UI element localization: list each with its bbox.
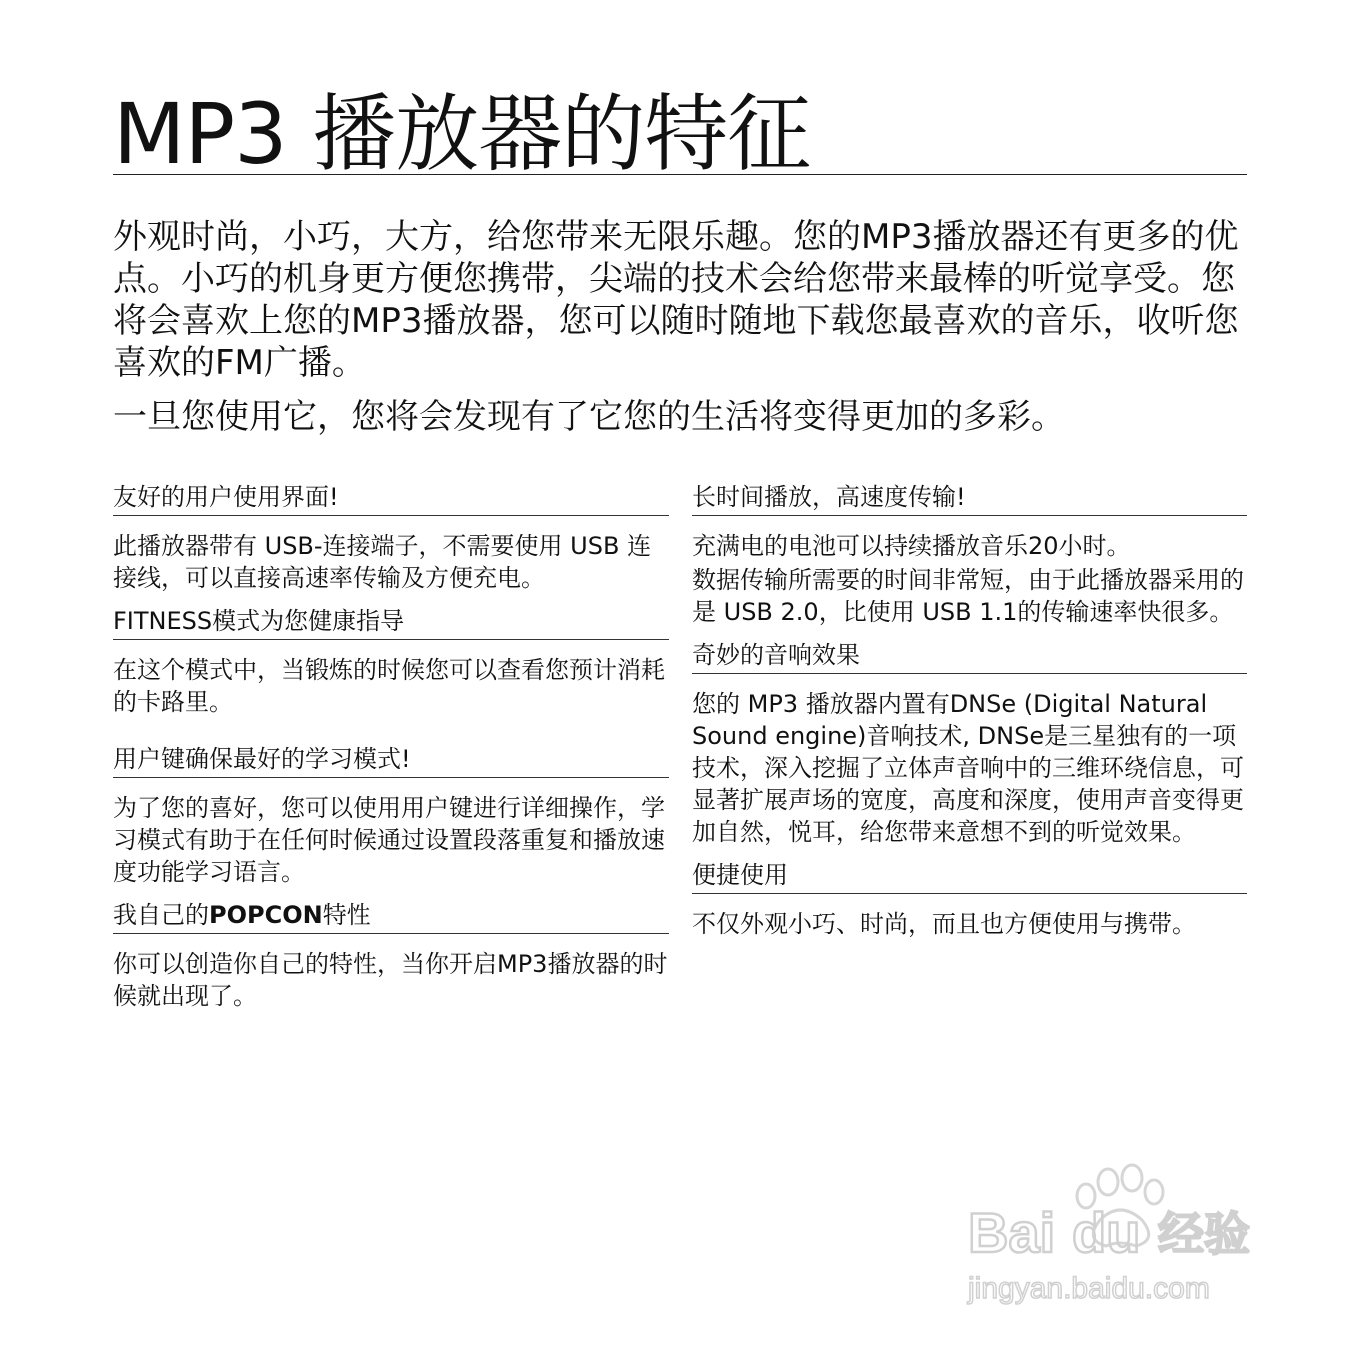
right-column [692, 482, 1247, 952]
section-convenient-use [692, 860, 1247, 940]
baidu-jingyan-watermark [960, 1160, 1290, 1310]
section-user-interface [113, 482, 669, 594]
section-heading: 用户键确保最好的学习模式! [113, 744, 669, 778]
section-body: 充满电的电池可以持续播放音乐20小时。 [692, 532, 1131, 560]
section-heading: 奇妙的音响效果 [692, 640, 1247, 674]
section-popcon [113, 900, 669, 1012]
intro-paragraph: 外观时尚，小巧，大方，给您带来无限乐趣。您的MP3播放器还有更多的优点。小巧的机身更方便您携带，尖端的技术会给您带来最棒的听觉享受。您将会喜欢上您的MP3播放器，您可以随时随地下载您最喜欢的音乐，收听您喜欢的FM广播。 [113, 217, 1239, 383]
heading-bold: POPCON [209, 901, 323, 929]
intro-paragraph-2: 一旦您使用它，您将会发现有了它您的生活将变得更加的多彩。 [113, 397, 1065, 437]
section-body: 数据传输所需要的时间非常短，由于此播放器采用的是 USB 2.0，比使用 USB 1.1的传输速率快很多。 [692, 566, 1244, 626]
section-heading [113, 900, 669, 934]
section-body: 您的 MP3 播放器内置有DNSe (Digital Natural Sound engine)音响技术, DNSe是三星独有的一项技术，深入挖掘了立体声音响中的三维环绕信息，可显著扩展声场的宽度，高度和深度，使用声音变得更加自然，悦耳，给您带来意想不到的听觉效果。 [692, 690, 1244, 846]
heading-prefix: 我自己的 [113, 901, 209, 929]
title-divider [113, 174, 1247, 175]
section-heading: FITNESS模式为您健康指导 [113, 606, 669, 640]
section-body: 不仅外观小巧、时尚，而且也方便使用与携带。 [692, 910, 1196, 938]
section-body: 为了您的喜好，您可以使用用户键进行详细操作，学习模式有助于在任何时候通过设置段落重复和播放速度功能学习语言。 [113, 794, 665, 886]
section-long-playback [692, 482, 1247, 628]
section-sound-effect [692, 640, 1247, 848]
section-body: 在这个模式中，当锻炼的时候您可以查看您预计消耗的卡路里。 [113, 656, 665, 716]
heading-suffix: 特性 [322, 901, 371, 929]
section-body: 你可以创造你自己的特性，当你开启MP3播放器的时候就出现了。 [113, 950, 668, 1010]
svg-text:Bai: Bai [968, 1201, 1056, 1264]
section-fitness-mode [113, 606, 669, 718]
section-heading: 友好的用户使用界面! [113, 482, 669, 516]
section-user-key [113, 744, 669, 888]
left-column [113, 482, 669, 1024]
section-body: 此播放器带有 USB-连接端子，不需要使用 USB 连接线，可以直接高速率传输及方便充电。 [113, 532, 652, 592]
section-heading: 便捷使用 [692, 860, 1247, 894]
page-title: MP3 播放器的特征 [113, 85, 811, 183]
svg-text:经验: 经验 [1158, 1207, 1250, 1261]
svg-text:jingyan.baidu.com: jingyan.baidu.com [968, 1272, 1210, 1305]
paw-icon [960, 1160, 1290, 1310]
section-heading: 长时间播放，高速度传输! [692, 482, 1247, 516]
svg-text:du: du [1072, 1201, 1141, 1264]
